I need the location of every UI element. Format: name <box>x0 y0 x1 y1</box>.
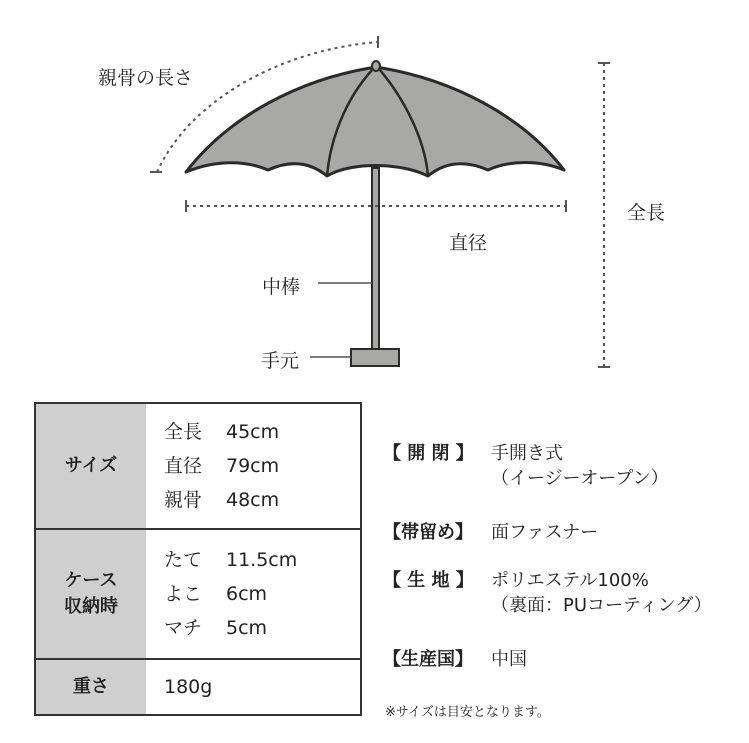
info-band <box>383 520 598 545</box>
spec-header-size: サイズ <box>35 403 146 529</box>
size-note: ※サイズは目安となります。 <box>385 705 550 720</box>
spec-value: 45cm <box>226 421 280 443</box>
spec-value-weight: 180g <box>164 676 213 698</box>
info-fabric <box>383 568 712 618</box>
rib-length-label: 親骨の長さ <box>98 67 194 89</box>
spec-header-case-line1: ケース <box>64 570 118 591</box>
info-value: （イージーオープン） <box>491 468 669 489</box>
diameter-label: 直径 <box>449 232 488 254</box>
info-value: ポリエステル100% <box>491 570 649 591</box>
spec-value: 5cm <box>226 617 268 639</box>
info-value: 面ファスナー <box>491 522 599 543</box>
info-key: 【生産国】 <box>383 649 473 670</box>
handle-label: 手元 <box>261 350 300 372</box>
umbrella-tip <box>372 61 380 71</box>
spec-key: 親骨 <box>164 489 203 511</box>
spec-row-size <box>35 403 361 529</box>
spec-header-case-line2: 収納時 <box>64 596 118 617</box>
spec-header-case <box>35 529 146 659</box>
umbrella-shaft <box>372 168 379 350</box>
spec-value: 79cm <box>226 455 280 477</box>
spec-row-weight <box>35 659 361 715</box>
umbrella-handle <box>351 349 399 366</box>
info-key: 【 生 地 】 <box>383 570 474 591</box>
info-origin <box>383 647 527 672</box>
spec-key: よこ <box>164 583 203 605</box>
info-value: 中国 <box>491 649 527 670</box>
info-key: 【帯留め】 <box>383 522 473 543</box>
total-length-label: 全長 <box>627 202 666 224</box>
spec-header-weight: 重さ <box>35 659 146 715</box>
shaft-label: 中棒 <box>262 276 301 298</box>
spec-key: 直径 <box>164 455 203 477</box>
spec-values-size <box>146 403 361 529</box>
spec-key: 全長 <box>164 421 203 443</box>
info-key: 【 開 閉 】 <box>383 443 474 464</box>
spec-row-case <box>35 529 361 659</box>
info-value: 手開き式 <box>491 443 563 464</box>
spec-values-case <box>146 529 361 659</box>
umbrella-canopy <box>186 68 564 176</box>
spec-value: 6cm <box>226 583 268 605</box>
spec-value: 48cm <box>226 489 280 511</box>
info-value: （裏面：PUコーティング） <box>491 595 712 616</box>
spec-value: 11.5cm <box>226 549 298 571</box>
info-open-close <box>383 441 669 491</box>
spec-key: マチ <box>164 617 203 639</box>
spec-table <box>34 402 362 716</box>
spec-key: たて <box>164 549 203 571</box>
